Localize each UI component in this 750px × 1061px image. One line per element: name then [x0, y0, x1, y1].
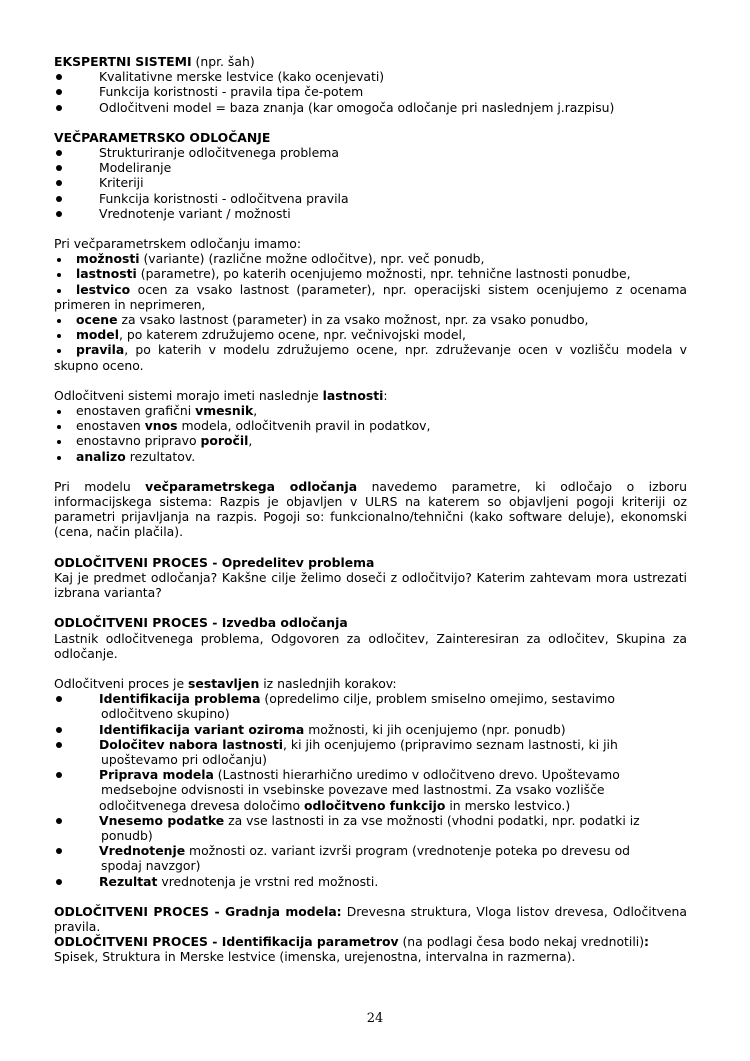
list-item: ocene za vsako lastnost (parameter) in za vsako možnost, npr. za vsako ponudbo, — [54, 312, 687, 327]
list-item: Strukturiranje odločitvenega problema — [54, 145, 687, 160]
identifikacija-parametrov-paragraph: ODLOČITVENI PROCES - Identifikacija parametrov (na podlagi česa bodo nekaj vrednotili): — [54, 934, 650, 950]
bullet-icon — [56, 105, 62, 111]
section-vecparametrsko-heading: VEČPARAMETRSKO ODLOČANJE — [54, 129, 271, 145]
bullet-icon — [56, 772, 62, 778]
step-item: Vrednotenje možnosti oz. variant izvrši program (vrednotenje poteka po drevesu od spodaj navzgor) — [54, 843, 687, 873]
list-item: Odločitveni model = baza znanja (kar omogoča odločanje pri naslednjem j.razpisu) — [54, 100, 687, 115]
bullet-icon — [56, 727, 62, 733]
model-paragraph: Pri modelu večparametrskega odločanja navedemo parametre, ki odločajo o izboru informacijskega sistema: Razpis je objavljen v ULRS na katerem so objavljeni pogoji kriteriji oz parametri prijavljanja na razpis. Pogoji so: funkcionalno/tehnični (kako software deluje), ekonomski (cena, način plačila). — [54, 478, 687, 540]
section-ekspertni-sistemi-heading: EKSPERTNI SISTEMI (npr. šah) — [54, 54, 255, 69]
lastnosti-list — [54, 403, 687, 464]
step-item: Identifikacija variant oziroma možnosti, ki jih ocenjujemo (npr. ponudb) — [54, 722, 687, 737]
izvedba-text: Lastnik odločitvenega problema, Odgovoren za odločitev, Zainteresiran za odločitev, Skupina za odločanje. — [54, 630, 687, 661]
lastnosti-intro: Odločitveni sistemi morajo imeti naslednje lastnosti: — [54, 387, 388, 403]
gradnja-modela-paragraph: ODLOČITVENI PROCES - Gradnja modela: Drevesna struktura, Vloga listov drevesa, Odločitvena pravila. — [54, 903, 688, 934]
list-item: lestvico ocen za vsako lastnost (parameter), npr. operacijski sistem ocenjujemo z ocenama primeren in neprimeren, — [54, 281, 687, 312]
step-item: Vnesemo podatke za vse lastnosti in za vse možnosti (vhodni podatki, npr. podatki iz ponudb) — [54, 813, 687, 843]
bullet-icon — [56, 89, 62, 95]
bullet-icon — [57, 319, 61, 323]
bullet-icon — [56, 74, 62, 80]
bullet-icon — [56, 196, 62, 202]
bullet-icon — [56, 211, 62, 217]
list-item: Funkcija koristnosti - odločitvena pravila — [54, 191, 687, 206]
list-item: Kvalitativne merske lestvice (kako ocenjevati) — [54, 69, 687, 84]
bullet-icon — [57, 334, 61, 338]
step-item: Identifikacija problema (opredelimo cilje, problem smiselno omejimo, sestavimo odločitveno skupino) — [54, 691, 687, 721]
bullet-icon — [56, 180, 62, 186]
vecparametrsko-elements-list — [54, 251, 687, 373]
bullet-icon — [56, 696, 62, 702]
bullet-icon — [56, 742, 62, 748]
bullet-icon — [56, 165, 62, 171]
bullet-icon — [57, 440, 61, 444]
bullet-icon — [57, 289, 61, 293]
list-item: enostavno pripravo poročil, — [54, 433, 687, 448]
bullet-icon — [57, 349, 61, 353]
list-item: analizo rezultatov. — [54, 449, 687, 464]
bullet-icon — [57, 273, 61, 277]
bullet-icon — [56, 818, 62, 824]
bullet-icon — [57, 258, 61, 262]
list-item: Kriteriji — [54, 175, 687, 190]
vecparametrsko-intro: Pri večparametrskem odločanju imamo: — [54, 236, 302, 252]
ekspertni-sistemi-list — [54, 69, 687, 115]
list-item: Vrednotenje variant / možnosti — [54, 206, 687, 221]
bullet-icon — [56, 879, 62, 885]
document-page — [54, 54, 687, 965]
list-item: pravila, po katerih v modelu združujemo ocene, npr. združevanje ocen v vozlišču modela v skupno oceno. — [54, 342, 687, 373]
list-item: enostaven vnos modela, odločitvenih pravil in podatkov, — [54, 418, 687, 433]
bullet-icon — [57, 425, 61, 429]
opredelitev-text: Kaj je predmet odločanja? Kakšne cilje želimo doseči z odločitvijo? Katerim zahtevam mora ustrezati izbrana varianta? — [54, 569, 687, 601]
bullet-icon — [57, 456, 61, 460]
vecparametrsko-list — [54, 145, 687, 221]
izvedba-heading: ODLOČITVENI PROCES - Izvedba odločanja — [54, 615, 348, 631]
opredelitev-heading: ODLOČITVENI PROCES - Opredelitev problema — [54, 554, 375, 570]
step-item: Rezultat vrednotenja je vrstni red možnosti. — [54, 874, 687, 889]
step-item: Priprava modela (Lastnosti hierarhično uredimo v odločitveno drevo. Upoštevamo medsebojne odvisnosti in vsebinske povezave med lastnostmi. Za vsako vozlišče odločitvenega drevesa določimo odločitveno funkcijo in mersko lestvico.) — [54, 767, 687, 813]
step-item: Določitev nabora lastnosti, ki jih ocenjujemo (pripravimo seznam lastnosti, ki jih upoštevamo pri odločanju) — [54, 737, 687, 767]
koraki-intro: Odločitveni proces je sestavljen iz naslednjih korakov: — [54, 675, 397, 691]
list-item: Modeliranje — [54, 160, 687, 175]
koraki-list — [54, 691, 687, 889]
page-number: 24 — [366, 1011, 384, 1026]
bullet-icon — [56, 848, 62, 854]
bullet-icon — [56, 150, 62, 156]
identifikacija-parametrov-text: Spisek, Struktura in Merske lestvice (imenska, urejenostna, intervalna in razmerna). — [54, 949, 576, 965]
bullet-icon — [57, 410, 61, 414]
list-item: Funkcija koristnosti - pravila tipa če-potem — [54, 84, 687, 99]
list-item: možnosti (variante) (različne možne odločitve), npr. več ponudb, — [54, 251, 687, 266]
list-item: enostaven grafični vmesnik, — [54, 403, 687, 418]
list-item: model, po katerem združujemo ocene, npr. večnivojski model, — [54, 327, 687, 342]
list-item: lastnosti (parametre), po katerih ocenjujemo možnosti, npr. tehnične lastnosti ponudbe, — [54, 266, 687, 281]
